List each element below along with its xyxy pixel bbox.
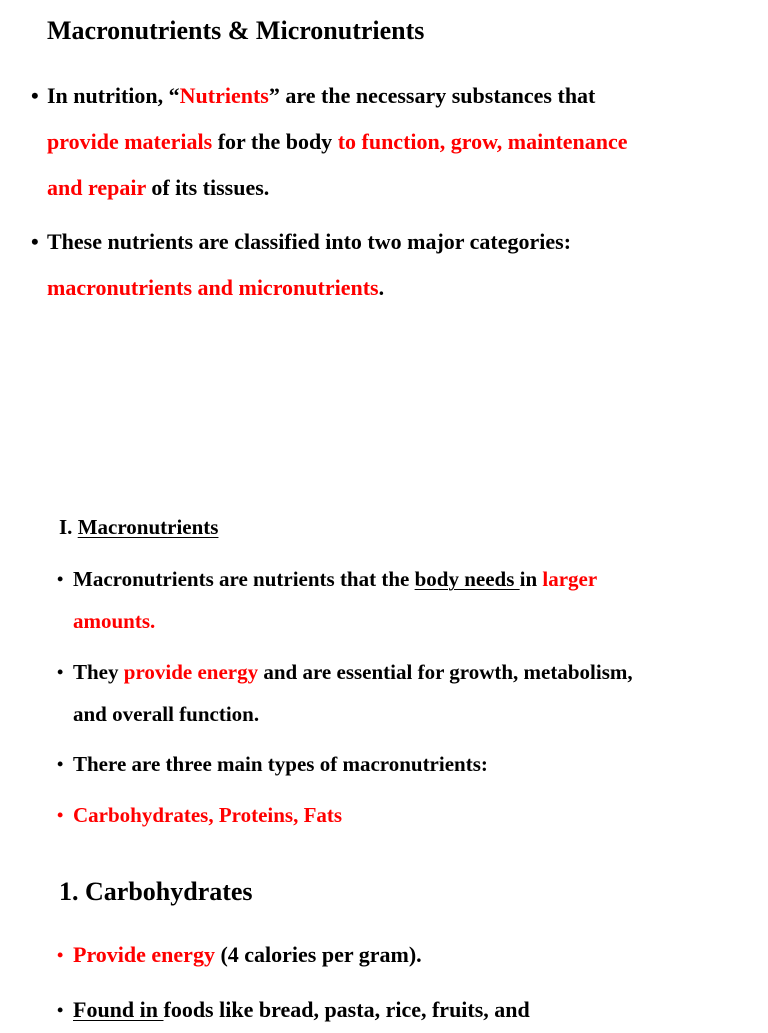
- underlined-body-needs: body needs: [414, 567, 520, 591]
- bullet-icon: •: [31, 83, 39, 108]
- intro-bullet-nutrients: [31, 73, 747, 211]
- bullet-icon: •: [57, 569, 64, 589]
- bullet-icon: •: [57, 754, 64, 774]
- macro-bullet-types: [57, 743, 733, 785]
- heading-text: Macronutrients: [77, 515, 219, 539]
- bullet-icon: •: [57, 945, 64, 965]
- text-run: ” are the necessary substances that: [268, 83, 596, 108]
- page-title: Macronutrients & Micronutrients: [47, 16, 425, 45]
- section-heading-carbohydrates: 1. Carbohydrates: [59, 877, 253, 906]
- highlight-nutrients: Nutrients: [179, 83, 269, 108]
- text-run: and are essential for growth, metabolism,: [258, 660, 633, 684]
- highlight-provide-energy: provide energy: [123, 660, 259, 684]
- text-run: There are three main types of macronutrients:: [73, 752, 488, 776]
- bullet-icon: •: [57, 1000, 64, 1020]
- text-run: Macronutrients are nutrients that the: [73, 567, 415, 591]
- intro-bullet-categories: [31, 219, 747, 311]
- section-heading-macronutrients: [59, 515, 218, 540]
- macro-bullet-list: [57, 794, 733, 836]
- text-run: (4 calories per gram).: [214, 942, 422, 967]
- bullet-icon: •: [57, 662, 64, 682]
- highlight-categories: macronutrients and micronutrients: [47, 275, 379, 300]
- carbs-bullet-found-in: [57, 987, 733, 1033]
- highlight-amounts: amounts.: [73, 609, 156, 633]
- bullet-icon: •: [31, 229, 39, 254]
- highlight-function: to function, grow, maintenance: [337, 129, 628, 154]
- text-run: Carbohydrates, Proteins, Fats: [73, 803, 343, 827]
- bullet-icon: •: [57, 805, 64, 825]
- text-run: foods like bread, pasta, rice, fruits, and: [163, 997, 530, 1022]
- highlight-larger: larger: [542, 567, 598, 591]
- macro-bullet-energy: [57, 651, 733, 735]
- underlined-found-in: Found in: [73, 997, 164, 1022]
- text-run: They: [73, 660, 124, 684]
- highlight-provide-materials: provide materials: [47, 129, 213, 154]
- text-run: for the body: [212, 129, 338, 154]
- highlight-repair: and repair: [47, 175, 146, 200]
- text-run: of its tissues.: [145, 175, 270, 200]
- text-run: in: [519, 567, 543, 591]
- text-run: In nutrition, “: [47, 83, 180, 108]
- text-run: These nutrients are classified into two major categories:: [47, 229, 572, 254]
- macro-bullet-definition: [57, 558, 733, 642]
- carbs-bullet-energy: [57, 932, 733, 978]
- highlight-provide-energy: Provide energy: [73, 942, 215, 967]
- heading-number: I.: [59, 515, 78, 539]
- text-run: and overall function.: [73, 702, 260, 726]
- text-run: .: [378, 275, 385, 300]
